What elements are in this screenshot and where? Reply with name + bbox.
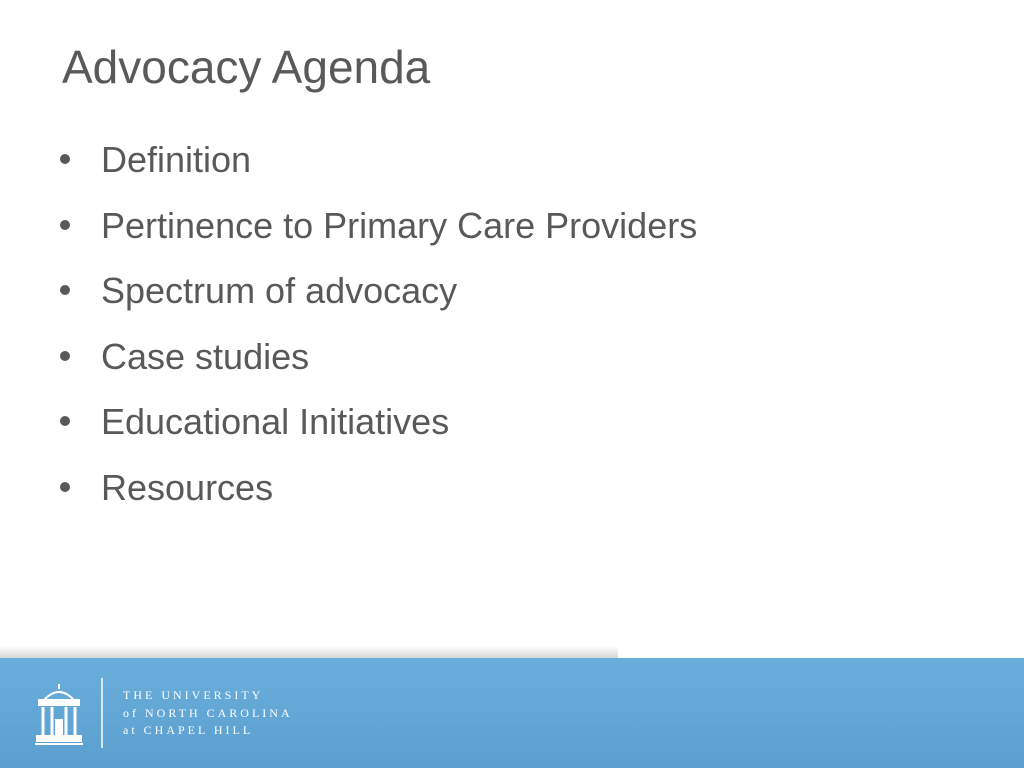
logo-divider: [101, 678, 103, 748]
bullet-text: Educational Initiatives: [101, 401, 450, 443]
university-logo-text: [123, 687, 293, 740]
bullet-dot-icon: [60, 416, 70, 426]
slide-title: Advocacy Agenda: [62, 41, 431, 93]
footer-band: [0, 658, 1024, 768]
logo-line: of NORTH CAROLINA: [123, 705, 293, 720]
bullet-text: Spectrum of advocacy: [101, 270, 458, 312]
logo-line: at CHAPEL HILL: [123, 723, 254, 737]
bullet-dot-icon: [60, 154, 70, 164]
bullet-dot-icon: [60, 285, 70, 295]
bullet-text: Pertinence to Primary Care Providers: [101, 204, 698, 246]
bullet-dot-icon: [60, 220, 70, 230]
bullet-dot-icon: [60, 482, 70, 492]
old-well-icon: [34, 680, 84, 746]
bullet-text: Case studies: [101, 335, 310, 377]
logo-line: THE UNIVERSITY: [123, 688, 264, 702]
bullet-text: Resources: [101, 466, 274, 508]
bullet-dot-icon: [60, 351, 70, 361]
bullet-text: Definition: [101, 139, 252, 180]
